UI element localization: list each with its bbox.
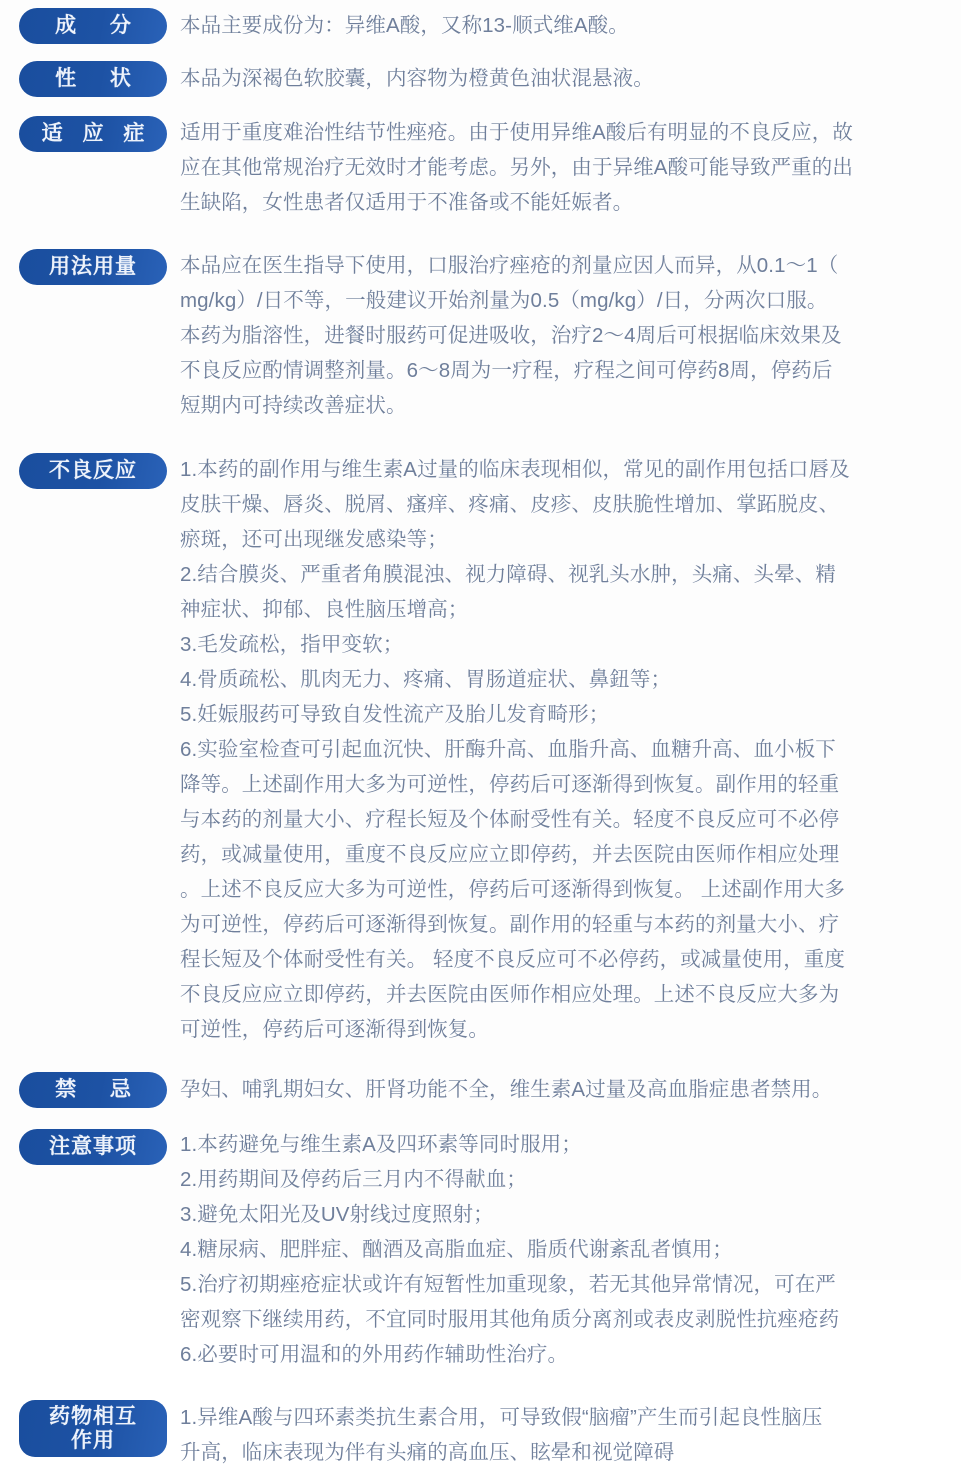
section-body-ingredients: 本品主要成份为：异维A酸，又称13-顺式维A酸。 — [180, 14, 629, 37]
body-column — [180, 1127, 961, 1372]
section-dosage — [0, 248, 961, 423]
badge-column — [0, 453, 180, 489]
body-column — [180, 8, 961, 43]
body-column — [180, 61, 961, 96]
section-body-dosage: 本品应在医生指导下使用，口服治疗痤疮的剂量应因人而异，从0.1～1（ mg/kg）/日不等，一般建议开始剂量为0.5（mg/kg）/日，分两次口服。 本药为脂溶性，进餐时服药可促进吸收，治疗2～4周后可根据临床效果及 不良反应酌情调整剂量。6～8周为一疗程，疗程之间可停药8周，停药后 短期内可持续改善症状。 — [180, 254, 842, 417]
section-body-precautions: 1.本药避免与维生素A及四环素等同时服用； 2.用药期间及停药后三月内不得献血； 3.避免太阳光及UV射线过度照射； 4.糖尿病、肥胖症、酗酒及高脂血症、脂质代谢紊乱者慎用； 5.治疗初期痤疮症状或许有短暂性加重现象，若无其他异常情况，可在严 密观察下继续用药，不宜同时服用其他角质分离剂或表皮剥脱性抗痤疮药 6.必要时可用温和的外用药作辅助性治疗。 — [180, 1133, 840, 1366]
section-label-properties: 性 状 — [19, 61, 167, 97]
section-body-properties: 本品为深褐色软胶囊，内容物为橙黄色油状混悬液。 — [180, 67, 654, 90]
badge-column — [0, 249, 180, 285]
section-properties — [0, 61, 961, 97]
section-body-drug-interactions: 1.异维A酸与四环素类抗生素合用，可导致假“脑瘤”产生而引起良性脑压 升高，临床表现为伴有头痛的高血压、眩晕和视觉障碍 — [180, 1406, 823, 1464]
section-ingredients — [0, 8, 961, 44]
section-contraindications — [0, 1072, 961, 1108]
section-indications — [0, 115, 961, 220]
body-column — [180, 452, 961, 1047]
section-body-adverse-reactions: 1.本药的副作用与维生素A过量的临床表现相似，常见的副作用包括口唇及 皮肤干燥、唇炎、脱屑、瘙痒、疼痛、皮疹、皮肤脆性增加、掌跖脱皮、 瘀斑，还可出现继发感染等； 2.结合膜炎、严重者角膜混浊、视力障碍、视乳头水肿，头痛、头晕、精 神症状、抑郁、良性脑压增高； 3.毛发疏松，指甲变软； 4.骨质疏松、肌肉无力、疼痛、胃肠道症状、鼻鈕等； 5.妊娠服药可导致自发性流产及胎儿发育畸形； 6.实验室检查可引起血沉快、肝酶升高、血脂升高、血糖升高、血小板下 降等。上述副作用大多为可逆性，停药后可逐渐得到恢复。副作用的轻重 与本药的剂量大小、疗程长短及个体耐受性有关。轻度不良反应可不必停 药，或减量使用，重度不良反应应立即停药，并去医院由医师作相应处理 。上述不良反应大多为可逆性，停药后可逐渐得到恢复。 上述副作用大多 为可逆性，停药后可逐渐得到恢复。副作用的轻重与本药的剂量大小、疗 程长短及个体耐受性有关。 轻度不良反应可不必停药，或减量使用，重度 不良反应应立即停药，并去医院由医师作相应处理。上述不良反应大多为 可逆性，停药后可逐渐得到恢复。 — [180, 458, 850, 1041]
section-drug-interactions — [0, 1400, 961, 1470]
section-label-drug-interactions: 药物相互 作用 — [19, 1400, 167, 1457]
body-column — [180, 1400, 961, 1470]
body-column — [180, 115, 961, 220]
section-label-indications: 适 应 症 — [19, 116, 167, 152]
section-label-adverse-reactions: 不良反应 — [19, 453, 167, 489]
badge-column — [0, 61, 180, 97]
section-label-contraindications: 禁 忌 — [19, 1072, 167, 1108]
section-label-dosage: 用法用量 — [19, 249, 167, 285]
section-adverse-reactions — [0, 452, 961, 1047]
section-body-contraindications: 孕妇、哺乳期妇女、肝肾功能不全，维生素A过量及高血脂症患者禁用。 — [180, 1078, 833, 1101]
section-label-ingredients: 成 分 — [19, 8, 167, 44]
badge-column — [0, 1072, 180, 1108]
badge-column — [0, 116, 180, 152]
badge-column — [0, 1400, 180, 1457]
section-label-precautions: 注意事项 — [19, 1129, 167, 1165]
badge-column — [0, 1129, 180, 1165]
body-column — [180, 248, 961, 423]
section-precautions — [0, 1127, 961, 1372]
body-column — [180, 1072, 961, 1107]
badge-column — [0, 8, 180, 44]
section-body-indications: 适用于重度难治性结节性痤疮。由于使用异维A酸后有明显的不良反应，故 应在其他常规治疗无效时才能考虑。另外，由于异维A酸可能导致严重的出 生缺陷，女性患者仅适用于不准备或不能妊娠者。 — [180, 121, 853, 214]
